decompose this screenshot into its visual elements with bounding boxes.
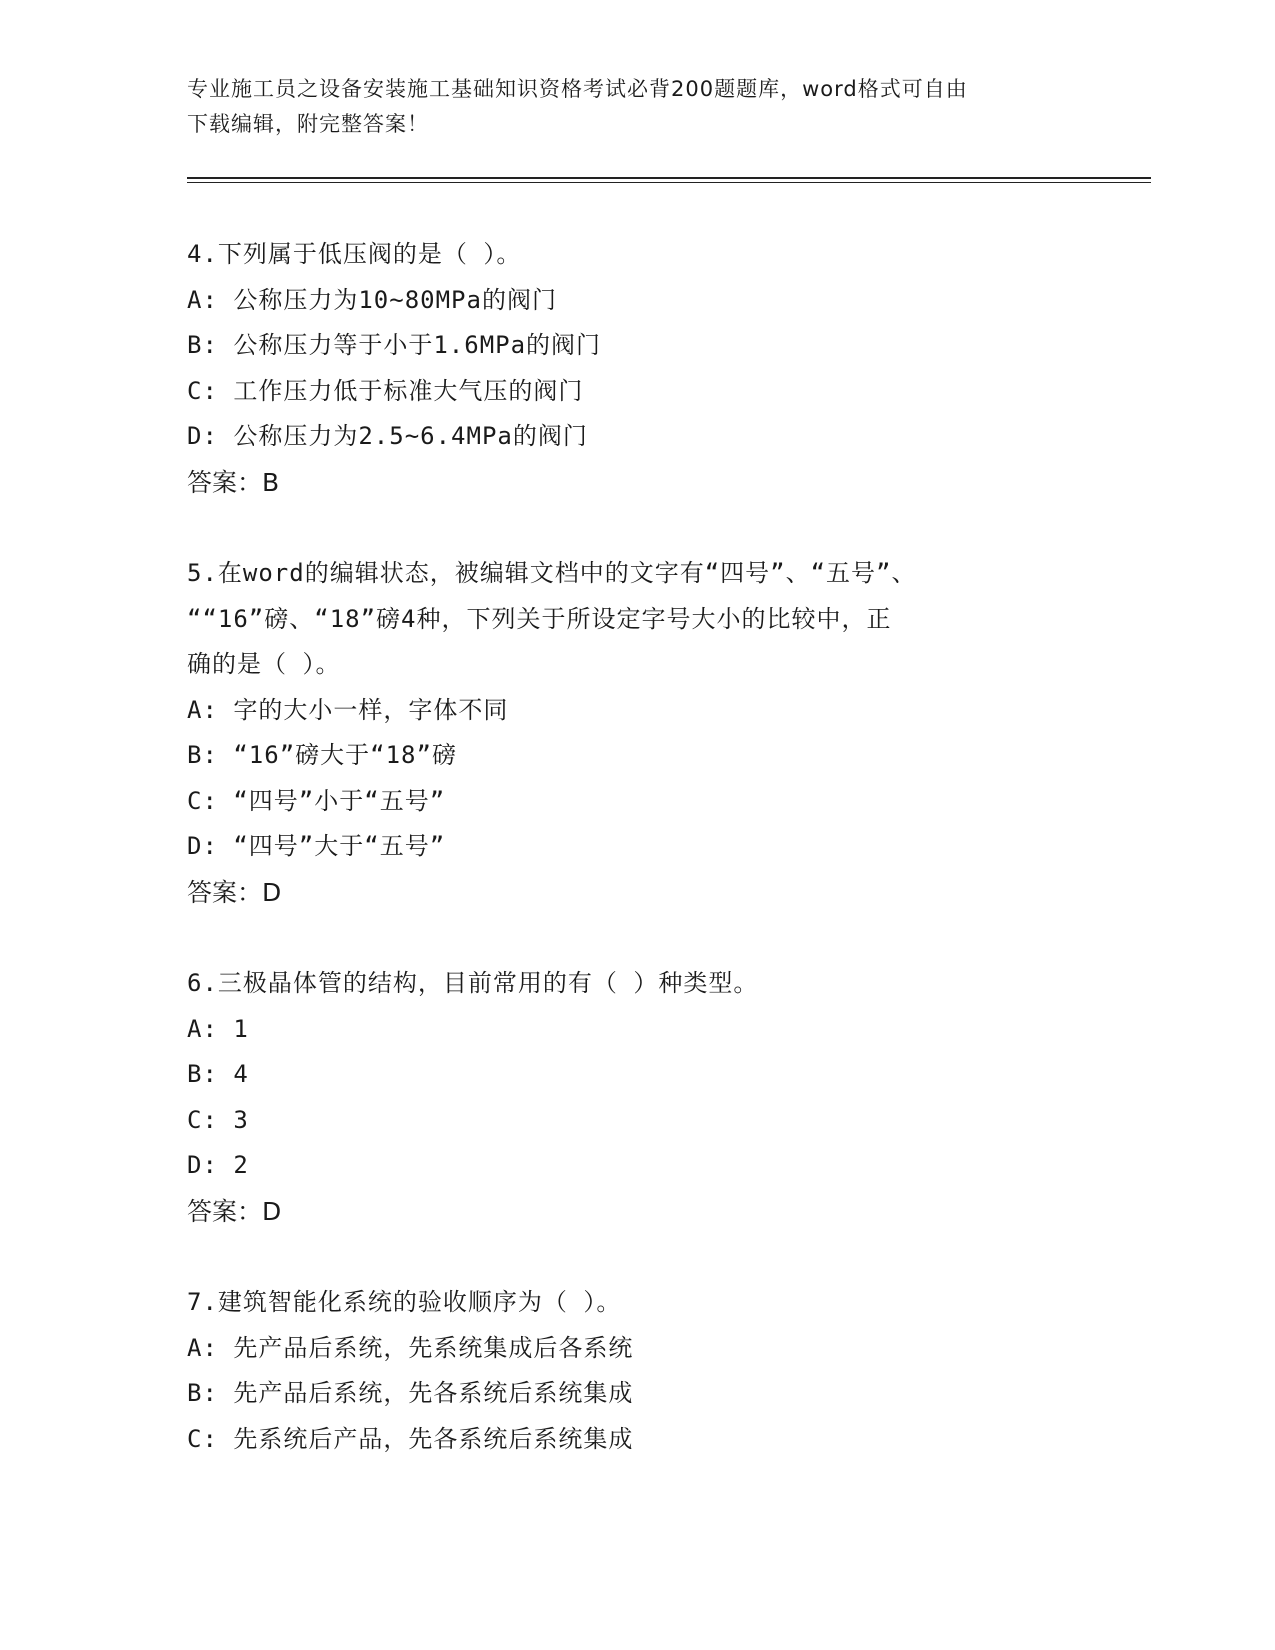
option-b: B: 先产品后系统，先各系统后系统集成 <box>187 1379 634 1407</box>
option-a: A: 1 <box>187 1014 249 1043</box>
question-stem-line-2: ““16”磅、“18”磅4种，下列关于所设定字号大小的比较中，正 <box>187 604 892 633</box>
option-c: C: 先系统后产品，先各系统后系统集成 <box>187 1424 634 1453</box>
document-header <box>187 72 1077 142</box>
question-6 <box>187 961 1087 1234</box>
question-5 <box>187 551 1087 915</box>
option-d: D: 公称压力为2.5~6.4MPa的阀门 <box>187 422 588 450</box>
option-a: A: 字的大小一样，字体不同 <box>187 695 509 724</box>
question-stem: 6.三极晶体管的结构，目前常用的有（ ）种类型。 <box>187 969 759 997</box>
header-divider-top <box>187 177 1151 179</box>
option-a: A: 先产品后系统，先系统集成后各系统 <box>187 1333 634 1362</box>
option-b: B: “16”磅大于“18”磅 <box>187 741 457 769</box>
option-c: C: 3 <box>187 1105 249 1134</box>
question-stem: 7.建筑智能化系统的验收顺序为（ ）。 <box>187 1288 622 1316</box>
option-c: C: “四号”小于“五号” <box>187 786 446 815</box>
header-line-2: 下载编辑，附完整答案！ <box>187 112 429 136</box>
option-b: B: 公称压力等于小于1.6MPa的阀门 <box>187 331 602 359</box>
question-list <box>187 232 1087 1462</box>
question-stem-line-1: 5.在word的编辑状态，被编辑文档中的文字有“四号”、“五号”、 <box>187 559 917 587</box>
option-b: B: 4 <box>187 1060 249 1088</box>
question-spacer <box>187 505 1087 551</box>
answer-line: 答案：D <box>187 877 282 907</box>
question-4 <box>187 232 1087 505</box>
question-spacer <box>187 915 1087 961</box>
option-d: D: “四号”大于“五号” <box>187 832 446 860</box>
option-c: C: 工作压力低于标准大气压的阀门 <box>187 376 584 405</box>
question-stem: 4.下列属于低压阀的是（ ）。 <box>187 240 522 268</box>
option-a: A: 公称压力为10~80MPa的阀门 <box>187 285 557 314</box>
header-line-1: 专业施工员之设备安装施工基础知识资格考试必背200题题库，word格式可自由 <box>187 77 968 101</box>
question-spacer <box>187 1234 1087 1280</box>
option-d: D: 2 <box>187 1151 249 1179</box>
question-stem-line-3: 确的是（ ）。 <box>187 650 341 678</box>
answer-line: 答案：B <box>187 467 280 497</box>
answer-line: 答案：D <box>187 1196 282 1226</box>
header-divider-bottom <box>187 182 1151 183</box>
question-7 <box>187 1280 1087 1462</box>
